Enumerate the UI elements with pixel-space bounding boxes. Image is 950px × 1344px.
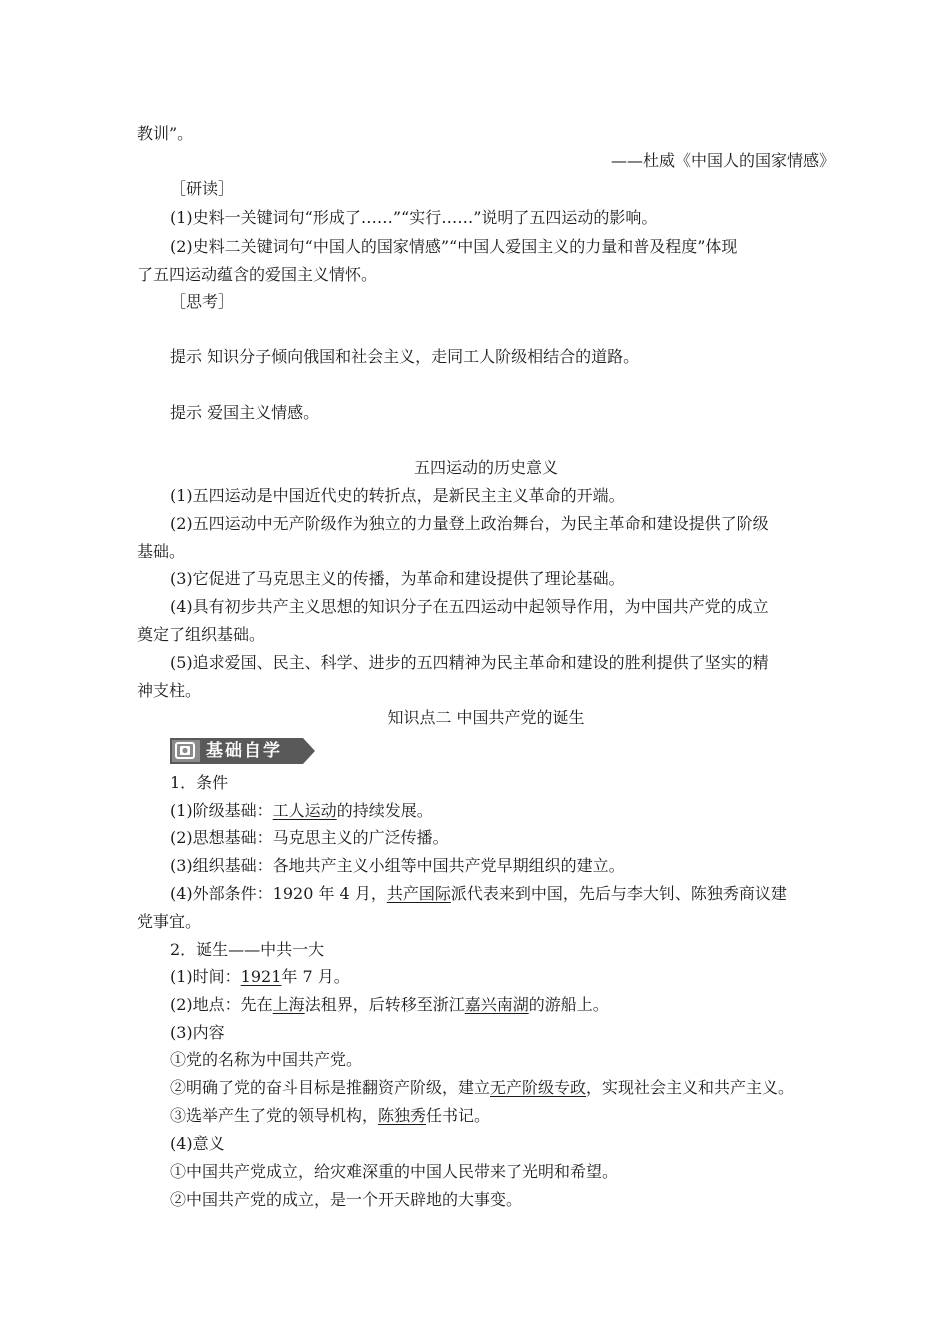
item-text: 的持续发展。 (336, 801, 433, 820)
item-text: ②明确了党的奋斗目标是推翻资产阶级，建立 (170, 1078, 491, 1097)
study-badge (170, 738, 315, 764)
item-text: 的游船上。 (528, 995, 609, 1014)
list-item: (2)思想基础：马克思主义的广泛传播。 (170, 828, 449, 847)
list-item-continuation: 党事宜。 (137, 912, 202, 931)
text-line: 教训”。 (137, 124, 194, 143)
paragraph: (3)它促进了马克思主义的传播，为革命和建设提供了理论基础。 (170, 569, 625, 588)
sub-heading: (3)内容 (170, 1023, 225, 1042)
sub-heading: (4)意义 (170, 1134, 225, 1153)
list-item: ②中国共产党的成立，是一个开天辟地的大事变。 (170, 1190, 523, 1209)
list-item: ①中国共产党成立，给灾难深重的中国人民带来了光明和希望。 (170, 1162, 619, 1181)
item-text: 法租界，后转移至浙江 (304, 995, 465, 1014)
hint-text: 提示 知识分子倾向俄国和社会主义，走同工人阶级相结合的道路。 (170, 347, 640, 366)
item-text: (1)时间： (170, 967, 241, 986)
list-item (170, 967, 350, 987)
list-heading: 1．条件 (170, 773, 229, 792)
item-text: (1)阶级基础： (170, 801, 273, 820)
list-item: ①党的名称为中国共产党。 (170, 1050, 363, 1069)
badge-label: 基础自学 (206, 741, 282, 761)
list-item (170, 801, 433, 821)
paragraph-continuation: 了五四运动蕴含的爱国主义情怀。 (137, 265, 378, 284)
section-title: 知识点二 中国共产党的诞生 (387, 708, 585, 727)
paragraph: (1)五四运动是中国近代史的转折点，是新民主主义革命的开端。 (170, 486, 625, 505)
item-text: ③选举产生了党的领导机构， (170, 1106, 379, 1125)
item-text: 派代表来到中国，先后与李大钊、陈独秀商议建 (450, 884, 787, 903)
paragraph: (5)追求爱国、民主、科学、进步的五四精神为民主革命和建设的胜利提供了坚实的精 (170, 653, 769, 672)
item-text: 年 7 月。 (281, 967, 350, 986)
list-item (170, 995, 609, 1015)
item-text: ，实现社会主义和共产主义。 (586, 1078, 795, 1097)
quote-attribution: ——杜威《中国人的国家情感》 (610, 151, 835, 170)
item-text: (4)外部条件：1920 年 4 月， (170, 884, 387, 903)
underlined-answer: 1921 (240, 967, 282, 986)
list-item (170, 884, 787, 904)
paragraph-continuation: 奠定了组织基础。 (137, 625, 266, 644)
item-text: 任书记。 (426, 1106, 491, 1125)
hint-text: 提示 爱国主义情感。 (170, 403, 320, 422)
underlined-answer: 工人运动 (272, 801, 337, 820)
paragraph: (1)史料一关键词句“形成了……”“实行……”说明了五四运动的影响。 (170, 208, 658, 227)
list-item (170, 1078, 794, 1098)
book-icon (174, 741, 198, 761)
section-heading-yandu: ［研读］ (170, 179, 235, 198)
paragraph-continuation: 基础。 (137, 542, 186, 561)
list-heading: 2．诞生——中共一大 (170, 940, 325, 959)
section-heading-sikao: ［思考］ (170, 292, 235, 311)
underlined-answer: 嘉兴南湖 (464, 995, 529, 1014)
underlined-answer: 共产国际 (386, 884, 451, 903)
paragraph-continuation: 神支柱。 (137, 681, 202, 700)
list-item (170, 1106, 490, 1126)
list-item: (3)组织基础：各地共产主义小组等中国共产党早期组织的建立。 (170, 856, 625, 875)
paragraph: (2)五四运动中无产阶级作为独立的力量登上政治舞台，为民主革命和建设提供了阶级 (170, 514, 769, 533)
item-text: (2)地点：先在 (170, 995, 273, 1014)
paragraph: (2)史料二关键词句“中国人的国家情感”“中国人爱国主义的力量和普及程度”体现 (170, 237, 738, 256)
paragraph: (4)具有初步共产主义思想的知识分子在五四运动中起领导作用，为中国共产党的成立 (170, 597, 769, 616)
section-title: 五四运动的历史意义 (413, 458, 558, 477)
underlined-answer: 陈独秀 (378, 1106, 427, 1125)
underlined-answer: 上海 (272, 995, 305, 1014)
underlined-answer: 无产阶级专政 (490, 1078, 587, 1097)
